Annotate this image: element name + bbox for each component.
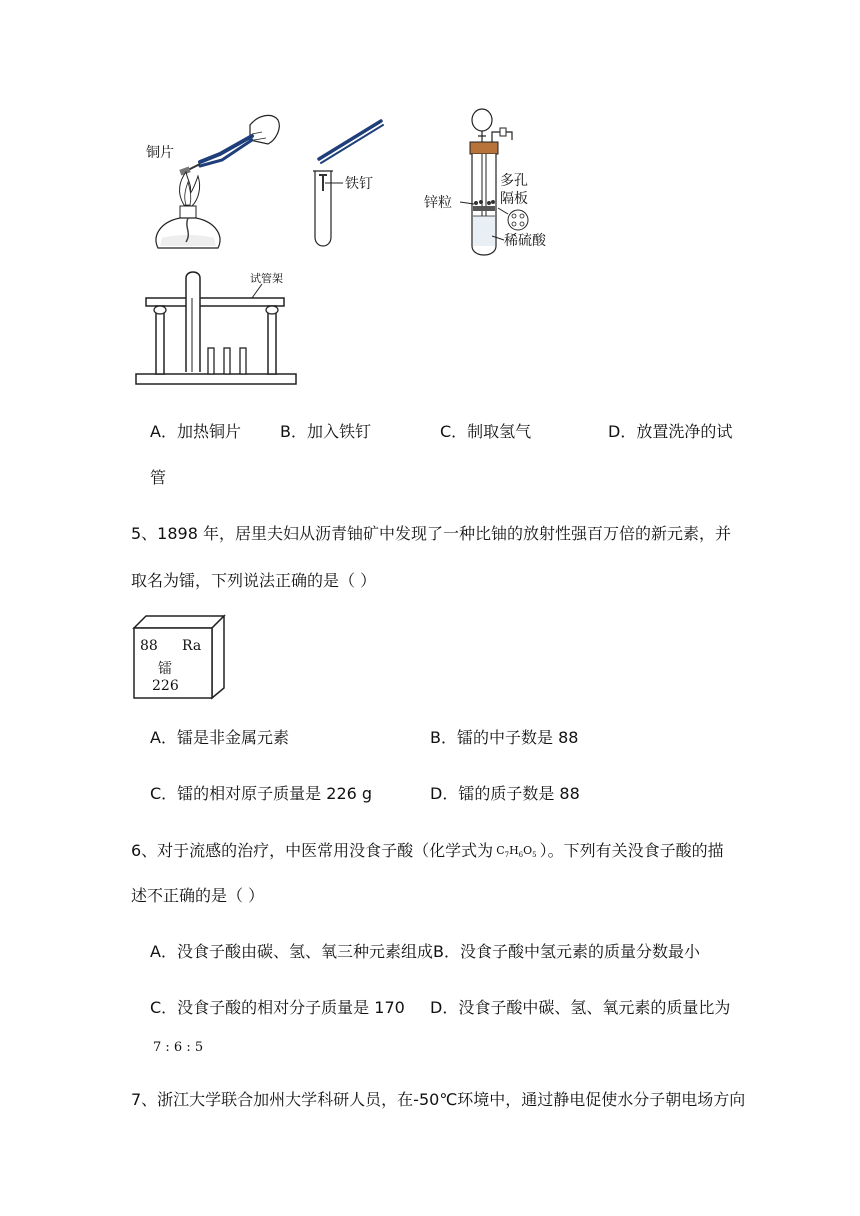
- q6-stem-pre: 6、对于流感的治疗，中医常用没食子酸（化学式为: [131, 841, 494, 860]
- plate-label-1: 多孔: [500, 173, 528, 189]
- generator-drawing: [412, 106, 572, 264]
- q7-stem-line1: 7、浙江大学联合加州大学科研人员，在-50℃环境中，通过静电促使水分子朝电场方向: [131, 1090, 746, 1109]
- q5-option-c: C．镭的相对原子质量是 226 g: [150, 784, 373, 803]
- q6-option-d-ratio: 7 : 6 : 5: [153, 1040, 204, 1055]
- element-atomic-number: 88: [140, 638, 158, 654]
- q6-option-b: B．没食子酸中氢元素的质量分数最小: [433, 942, 700, 961]
- q4-option-d-continuation: 管: [150, 468, 167, 487]
- q4-option-b: B．加入铁钉: [280, 422, 371, 441]
- rack-label: 试管架: [250, 272, 283, 285]
- alcohol-lamp-drawing: [140, 110, 290, 260]
- acid-label: 稀硫酸: [504, 233, 546, 249]
- q6-option-c: C．没食子酸的相对分子质量是 170: [150, 998, 405, 1017]
- q6-option-d: D．没食子酸中碳、氢、氧元素的质量比为: [430, 998, 731, 1017]
- figure-iron-nail: [305, 115, 405, 250]
- element-symbol: Ra: [182, 638, 202, 654]
- element-card-box: [132, 614, 226, 700]
- rack-drawing: [134, 268, 304, 392]
- q5-option-d: D．镭的质子数是 88: [430, 784, 580, 803]
- figure-test-tube-rack: [134, 268, 304, 392]
- element-atomic-mass: 226: [152, 678, 179, 694]
- q4-option-a: A．加热铜片: [150, 422, 241, 441]
- element-name: 镭: [158, 661, 172, 677]
- q4-option-c: C．制取氢气: [440, 422, 532, 441]
- zinc-label: 锌粒: [424, 195, 452, 211]
- figure-hydrogen-generator: [412, 106, 572, 264]
- q6-stem-post: ）。下列有关没食子酸的描: [539, 841, 724, 860]
- plate-label-2: 隔板: [500, 191, 528, 207]
- q5-option-b: B．镭的中子数是 88: [430, 728, 579, 747]
- chemical-formula: $C_7H_6O_5$: [496, 844, 537, 859]
- element-card-radium: [132, 614, 226, 700]
- copper-label: 铜片: [146, 145, 174, 161]
- q6-stem-line2: 述不正确的是（ ）: [131, 886, 265, 905]
- q6-stem-line1: [131, 840, 724, 866]
- figure-heat-copper: [140, 110, 290, 260]
- q5-stem-line1: 5、1898 年，居里夫妇从沥青铀矿中发现了一种比铀的放射性强百万倍的新元素，并: [131, 524, 731, 543]
- nail-label: 铁钉: [345, 176, 373, 192]
- q5-stem-line2: 取名为镭，下列说法正确的是（ ）: [131, 571, 377, 590]
- q5-option-a: A．镭是非金属元素: [150, 728, 289, 747]
- q6-option-a: A．没食子酸由碳、氢、氧三种元素组成: [150, 942, 433, 961]
- q4-option-d: D．放置洗净的试: [608, 422, 733, 441]
